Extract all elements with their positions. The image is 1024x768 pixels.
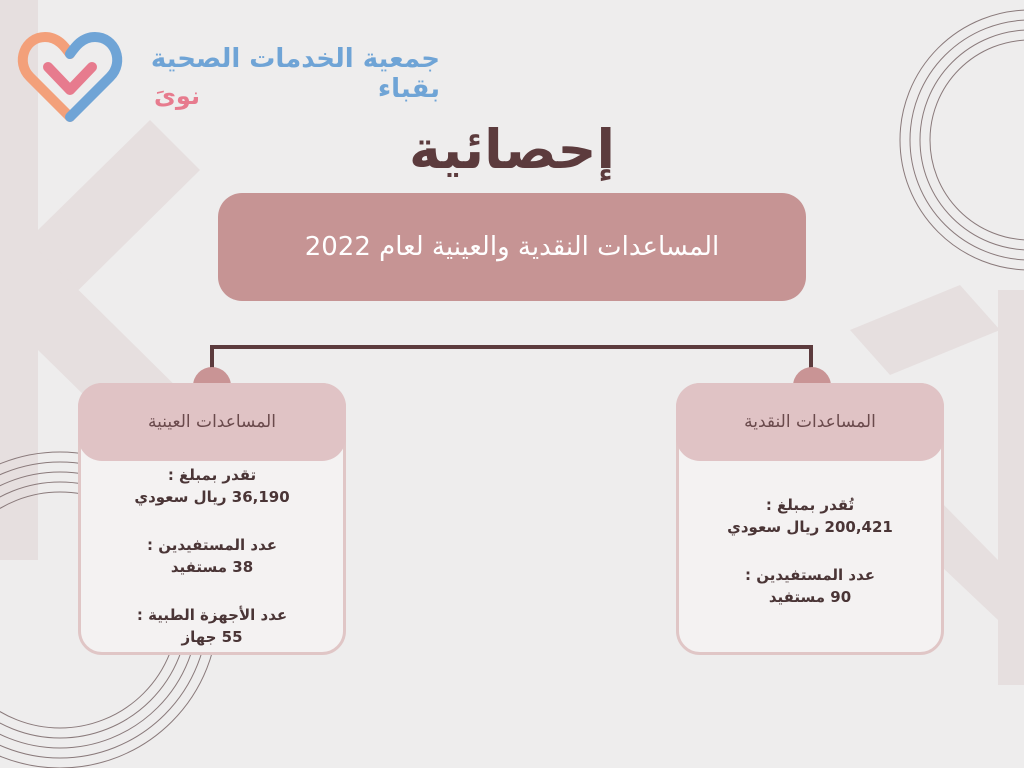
organization-name: جمعية الخدمات الصحية بقباء xyxy=(150,44,440,104)
item-value: 90 مستفيد xyxy=(768,588,852,606)
item-label: تُقدر بمبلغ : xyxy=(765,496,855,514)
subtitle-text: المساعدات النقدية والعينية لعام 2022 xyxy=(304,232,720,262)
in-kind-aid-body xyxy=(81,464,343,674)
in-kind-aid-heading: المساعدات العينية xyxy=(148,412,276,432)
list-item xyxy=(81,534,343,578)
heart-logo-icon xyxy=(10,22,130,132)
item-value: 38 مستفيد xyxy=(170,558,254,576)
item-label: عدد الأجهزة الطبية : xyxy=(136,606,288,624)
page-title: إحصائية xyxy=(409,118,615,181)
list-item xyxy=(81,464,343,508)
list-item xyxy=(679,494,941,538)
cash-aid-card xyxy=(676,383,944,655)
list-item xyxy=(679,564,941,608)
list-item xyxy=(81,604,343,648)
in-kind-aid-card xyxy=(78,383,346,655)
in-kind-aid-header xyxy=(78,383,346,461)
subtitle-banner xyxy=(218,193,806,301)
item-value: 36,190 ريال سعودي xyxy=(134,488,290,506)
item-label: عدد المستفيدين : xyxy=(147,536,277,554)
cash-aid-header xyxy=(676,383,944,461)
organization-logo xyxy=(10,22,440,122)
cash-aid-body xyxy=(679,494,941,634)
item-value: 55 جهاز xyxy=(181,628,243,646)
cash-aid-heading: المساعدات النقدية xyxy=(744,412,876,432)
item-label: عدد المستفيدين : xyxy=(745,566,875,584)
item-label: تقدر بمبلغ : xyxy=(167,466,257,484)
item-value: 200,421 ريال سعودي xyxy=(727,518,893,536)
organization-subname: نوىَ xyxy=(153,82,200,110)
